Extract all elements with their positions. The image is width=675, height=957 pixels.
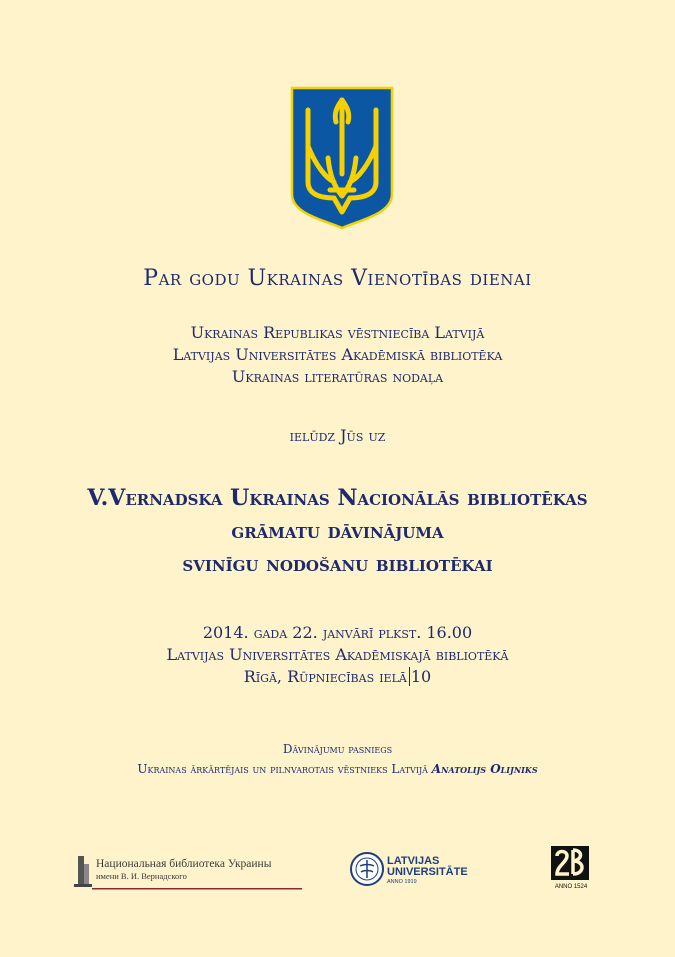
lu-name-1: LATVIJAS bbox=[387, 855, 440, 867]
nbu-subname: имени В. И. Вернадского bbox=[96, 871, 187, 881]
presenter-label: Dāvinājumu pasniegs bbox=[282, 742, 393, 756]
footer-logos bbox=[0, 846, 675, 896]
library-building-icon bbox=[72, 854, 94, 888]
event-address bbox=[0, 666, 675, 688]
address-number: 10 bbox=[410, 667, 432, 686]
invitation-title: Par godu Ukrainas Vienotības dienai bbox=[143, 266, 532, 291]
invite-line: ielūdz Jūs uz bbox=[289, 426, 386, 445]
lu-name-2: UNIVERSITĀTE bbox=[387, 866, 468, 878]
event-datetime: 2014. gada 22. janvārī plkst. 16.00 bbox=[202, 623, 473, 642]
anno-label: ANNO 1524 bbox=[554, 884, 588, 890]
lu-seal-icon bbox=[350, 852, 384, 886]
organizer-department: Ukrainas literatūras nodaļa bbox=[231, 367, 444, 386]
lu-anno: ANNO 1919 bbox=[387, 879, 417, 885]
anno-1524-logo-icon bbox=[551, 846, 589, 886]
presenter-line bbox=[0, 759, 675, 779]
nbu-text bbox=[96, 858, 271, 881]
event-line-3: svinīgu nodošanu bibliotēkai bbox=[182, 551, 493, 577]
event-description bbox=[0, 482, 675, 581]
presenter-block bbox=[0, 739, 675, 779]
event-line-1: V.Vernadska Ukrainas Nacionālās bibliotēkas bbox=[87, 485, 588, 511]
nbu-logo bbox=[72, 854, 302, 890]
nbu-name: Национальная библиотека Украины bbox=[96, 858, 272, 870]
presenter-name: Anatolijs Olijniks bbox=[431, 762, 538, 776]
lu-logo bbox=[350, 850, 470, 890]
address-street: Rīgā, Rūpniecības ielā bbox=[243, 667, 407, 686]
nbu-underline bbox=[92, 888, 322, 892]
organizers-block bbox=[0, 322, 675, 388]
lu-text bbox=[387, 856, 468, 885]
ukraine-coat-of-arms-icon bbox=[290, 86, 394, 230]
organizer-library: Latvijas Universitātes Akadēmiskā bibliotēka bbox=[172, 345, 503, 364]
date-venue-block bbox=[0, 622, 675, 688]
event-line-2: grāmatu dāvinājuma bbox=[231, 518, 444, 544]
organizer-embassy: Ukrainas Republikas vēstniecība Latvijā bbox=[190, 323, 485, 342]
event-venue: Latvijas Universitātes Akadēmiskajā bibliotēkā bbox=[166, 645, 509, 664]
presenter-role: Ukrainas ārkārtējais un pilnvarotais vēstnieks Latvijā bbox=[137, 762, 428, 776]
